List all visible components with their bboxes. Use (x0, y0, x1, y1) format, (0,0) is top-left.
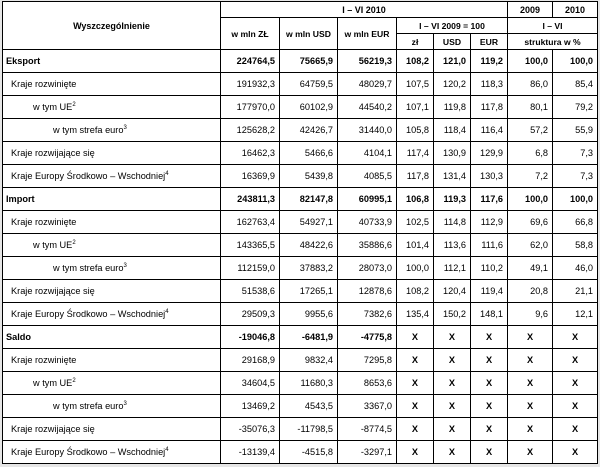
table-row (3, 96, 598, 119)
cell-value: 51538,6 (221, 280, 280, 303)
row-label: Import (3, 188, 221, 211)
header-mln-eur: w mln EUR (338, 18, 397, 50)
header-index-usd: USD (434, 34, 471, 50)
cell-value: 7295,8 (338, 349, 397, 372)
cell-value: X (508, 326, 553, 349)
table-row (3, 326, 598, 349)
cell-value: X (397, 441, 434, 464)
row-label: Saldo (3, 326, 221, 349)
cell-value: 9,6 (508, 303, 553, 326)
cell-value: 119,3 (434, 188, 471, 211)
table-row (3, 257, 598, 280)
cell-value: X (471, 372, 508, 395)
cell-value: 48422,6 (280, 234, 338, 257)
table-row (3, 372, 598, 395)
cell-value: -35076,3 (221, 418, 280, 441)
header-description: Wyszczególnienie (3, 2, 221, 50)
header-mln-pln: w mln ZŁ (221, 18, 280, 50)
cell-value: 107,1 (397, 96, 434, 119)
cell-value: 108,2 (397, 280, 434, 303)
row-label: w tym strefa euro$^3$ (3, 257, 221, 280)
cell-value: 130,3 (471, 165, 508, 188)
cell-value: 17265,1 (280, 280, 338, 303)
row-label: Eksport (3, 50, 221, 73)
cell-value: 114,8 (434, 211, 471, 234)
cell-value: 82147,8 (280, 188, 338, 211)
cell-value: 3367,0 (338, 395, 397, 418)
header-period-short: I – VI (508, 18, 598, 34)
footnote-marker: 3 (123, 262, 127, 269)
footnote-marker: 2 (72, 239, 76, 246)
trade-table (2, 1, 598, 464)
cell-value: 16369,9 (221, 165, 280, 188)
cell-value: 35886,6 (338, 234, 397, 257)
header-year-2010: 2010 (553, 2, 598, 18)
cell-value: 56219,3 (338, 50, 397, 73)
cell-value: 28073,0 (338, 257, 397, 280)
cell-value: X (553, 349, 598, 372)
cell-value: 42426,7 (280, 119, 338, 142)
cell-value: X (434, 372, 471, 395)
cell-value: X (434, 395, 471, 418)
cell-value: X (553, 418, 598, 441)
cell-value: 119,2 (471, 50, 508, 73)
table-row (3, 119, 598, 142)
cell-value: X (434, 326, 471, 349)
row-label: w tym strefa euro$^3$ (3, 395, 221, 418)
cell-value: X (397, 418, 434, 441)
cell-value: 110,2 (471, 257, 508, 280)
cell-value: 62,0 (508, 234, 553, 257)
cell-value: 75665,9 (280, 50, 338, 73)
cell-value: X (508, 372, 553, 395)
footnote-marker: 4 (165, 446, 169, 453)
cell-value: 80,1 (508, 96, 553, 119)
cell-value: 111,6 (471, 234, 508, 257)
cell-value: 48029,7 (338, 73, 397, 96)
row-label: Kraje rozwijające się (3, 418, 221, 441)
cell-value: 21,1 (553, 280, 598, 303)
cell-value: 11680,3 (280, 372, 338, 395)
header-index-eur: EUR (471, 34, 508, 50)
cell-value: 64759,5 (280, 73, 338, 96)
cell-value: -6481,9 (280, 326, 338, 349)
cell-value: X (397, 326, 434, 349)
footnote-marker: 4 (165, 308, 169, 315)
cell-value: 130,9 (434, 142, 471, 165)
cell-value: X (434, 418, 471, 441)
table-row (3, 349, 598, 372)
cell-value: 58,8 (553, 234, 598, 257)
table-row (3, 142, 598, 165)
header-structure: struktura w % (508, 34, 598, 50)
cell-value: 108,2 (397, 50, 434, 73)
row-label: Kraje rozwinięte (3, 211, 221, 234)
table-row (3, 50, 598, 73)
table-row (3, 188, 598, 211)
header-year-2009: 2009 (508, 2, 553, 18)
cell-value: 4085,5 (338, 165, 397, 188)
cell-value: 29168,9 (221, 349, 280, 372)
cell-value: 116,4 (471, 119, 508, 142)
cell-value: 243811,3 (221, 188, 280, 211)
cell-value: 148,1 (471, 303, 508, 326)
cell-value: 106,8 (397, 188, 434, 211)
cell-value: X (434, 349, 471, 372)
cell-value: 118,4 (434, 119, 471, 142)
header-period-2010: I – VI 2010 (221, 2, 508, 18)
cell-value: X (397, 349, 434, 372)
row-label: Kraje rozwijające się (3, 280, 221, 303)
cell-value: -11798,5 (280, 418, 338, 441)
cell-value: 49,1 (508, 257, 553, 280)
header-index-base: I – VI 2009 = 100 (397, 18, 508, 34)
row-label: w tym $UE^2$ (3, 372, 221, 395)
cell-value: X (508, 349, 553, 372)
row-label: Kraje Europy Środkowo – Wschodniej$^4$ (3, 165, 221, 188)
table-row (3, 303, 598, 326)
cell-value: 101,4 (397, 234, 434, 257)
row-label: w tym $UE^2$ (3, 234, 221, 257)
header-index-zl: zł (397, 34, 434, 50)
cell-value: 135,4 (397, 303, 434, 326)
cell-value: 4104,1 (338, 142, 397, 165)
cell-value: -13139,4 (221, 441, 280, 464)
cell-value: X (471, 441, 508, 464)
cell-value: X (397, 395, 434, 418)
row-label: Kraje Europy Środkowo – Wschodniej$^4$ (3, 441, 221, 464)
cell-value: 191932,3 (221, 73, 280, 96)
footnote-marker: 4 (165, 170, 169, 177)
cell-value: 112159,0 (221, 257, 280, 280)
footnote-marker: 3 (123, 124, 127, 131)
cell-value: 102,5 (397, 211, 434, 234)
cell-value: 100,0 (553, 50, 598, 73)
cell-value: 119,4 (471, 280, 508, 303)
row-label: Kraje rozwinięte (3, 73, 221, 96)
cell-value: X (508, 418, 553, 441)
cell-value: 12878,6 (338, 280, 397, 303)
cell-value: 121,0 (434, 50, 471, 73)
cell-value: 44540,2 (338, 96, 397, 119)
cell-value: 129,9 (471, 142, 508, 165)
cell-value: X (553, 372, 598, 395)
cell-value: 100,0 (508, 50, 553, 73)
cell-value: 12,1 (553, 303, 598, 326)
cell-value: 105,8 (397, 119, 434, 142)
cell-value: 125628,2 (221, 119, 280, 142)
cell-value: 112,9 (471, 211, 508, 234)
row-label: Kraje Europy Środkowo – Wschodniej$^4$ (3, 303, 221, 326)
cell-value: X (553, 441, 598, 464)
table-row (3, 73, 598, 96)
cell-value: 79,2 (553, 96, 598, 119)
cell-value: 100,0 (508, 188, 553, 211)
cell-value: X (508, 441, 553, 464)
cell-value: 120,2 (434, 73, 471, 96)
row-label: w tym strefa euro$^3$ (3, 119, 221, 142)
cell-value: -3297,1 (338, 441, 397, 464)
cell-value: 34604,5 (221, 372, 280, 395)
cell-value: 5466,6 (280, 142, 338, 165)
cell-value: 60102,9 (280, 96, 338, 119)
header-mln-usd: w mln USD (280, 18, 338, 50)
cell-value: 100,0 (397, 257, 434, 280)
cell-value: 118,3 (471, 73, 508, 96)
cell-value: 7,2 (508, 165, 553, 188)
table-row (3, 441, 598, 464)
cell-value: 119,8 (434, 96, 471, 119)
cell-value: 86,0 (508, 73, 553, 96)
table-row (3, 165, 598, 188)
cell-value: 112,1 (434, 257, 471, 280)
cell-value: 7,3 (553, 142, 598, 165)
cell-value: 13469,2 (221, 395, 280, 418)
cell-value: 31440,0 (338, 119, 397, 142)
cell-value: -19046,8 (221, 326, 280, 349)
cell-value: -4775,8 (338, 326, 397, 349)
cell-value: 69,6 (508, 211, 553, 234)
cell-value: 37883,2 (280, 257, 338, 280)
cell-value: 177970,0 (221, 96, 280, 119)
cell-value: 7382,6 (338, 303, 397, 326)
row-label: Kraje rozwijające się (3, 142, 221, 165)
row-label: Kraje rozwinięte (3, 349, 221, 372)
cell-value: X (434, 441, 471, 464)
cell-value: 117,8 (471, 96, 508, 119)
table-row (3, 280, 598, 303)
cell-value: X (553, 395, 598, 418)
footnote-marker: 3 (123, 400, 127, 407)
cell-value: 9955,6 (280, 303, 338, 326)
cell-value: X (471, 326, 508, 349)
cell-value: X (471, 349, 508, 372)
footnote-marker: 2 (72, 377, 76, 384)
cell-value: 54927,1 (280, 211, 338, 234)
table-row (3, 395, 598, 418)
cell-value: -8774,5 (338, 418, 397, 441)
cell-value: 40733,9 (338, 211, 397, 234)
cell-value: 20,8 (508, 280, 553, 303)
cell-value: 162763,4 (221, 211, 280, 234)
cell-value: 66,8 (553, 211, 598, 234)
cell-value: X (508, 395, 553, 418)
cell-value: 9832,4 (280, 349, 338, 372)
cell-value: X (553, 326, 598, 349)
cell-value: 4543,5 (280, 395, 338, 418)
cell-value: X (397, 372, 434, 395)
cell-value: 29509,3 (221, 303, 280, 326)
cell-value: -4515,8 (280, 441, 338, 464)
row-label: w tym $UE^2$ (3, 96, 221, 119)
cell-value: 46,0 (553, 257, 598, 280)
cell-value: 150,2 (434, 303, 471, 326)
footnote-marker: 2 (72, 101, 76, 108)
cell-value: 100,0 (553, 188, 598, 211)
cell-value: 117,4 (397, 142, 434, 165)
cell-value: 117,8 (397, 165, 434, 188)
cell-value: 60995,1 (338, 188, 397, 211)
cell-value: 107,5 (397, 73, 434, 96)
cell-value: 85,4 (553, 73, 598, 96)
table-row (3, 234, 598, 257)
cell-value: 224764,5 (221, 50, 280, 73)
cell-value: 16462,3 (221, 142, 280, 165)
cell-value: 55,9 (553, 119, 598, 142)
cell-value: 7,3 (553, 165, 598, 188)
cell-value: 131,4 (434, 165, 471, 188)
cell-value: 120,4 (434, 280, 471, 303)
cell-value: 8653,6 (338, 372, 397, 395)
cell-value: 5439,8 (280, 165, 338, 188)
cell-value: X (471, 395, 508, 418)
table-row (3, 418, 598, 441)
cell-value: 143365,5 (221, 234, 280, 257)
cell-value: 57,2 (508, 119, 553, 142)
cell-value: X (471, 418, 508, 441)
table-row (3, 211, 598, 234)
cell-value: 6,8 (508, 142, 553, 165)
cell-value: 117,6 (471, 188, 508, 211)
cell-value: 113,6 (434, 234, 471, 257)
